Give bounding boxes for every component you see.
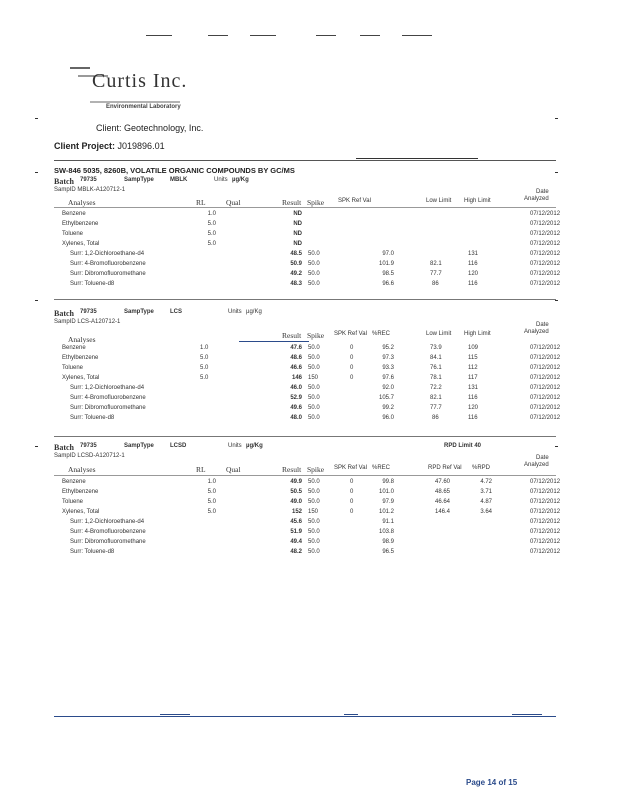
rpd-limit: RPD Limit 40 <box>444 443 482 449</box>
cell-spike: 50.0 <box>308 365 320 371</box>
cell-result: 48.2 <box>290 549 302 555</box>
cell-analyte: Surr: Dibromofluoromethane <box>70 539 146 545</box>
col-spike: Spike <box>307 198 325 207</box>
cell-result: ND <box>293 211 302 217</box>
page-number: Page 14 of 15 <box>466 778 518 787</box>
col-rec: %REC <box>372 465 391 471</box>
client-label: Client: <box>96 123 122 133</box>
col-analyses: Analyses <box>68 335 96 344</box>
cell-rec: 96.6 <box>382 281 394 287</box>
cell-result: 45.6 <box>290 519 302 525</box>
units-value: µg/Kg <box>232 177 249 183</box>
cell-analyte: Xylenes, Total <box>62 375 100 381</box>
cell-rec: 101.9 <box>378 261 394 267</box>
col-date: Date <box>536 189 549 195</box>
cell-result: 46.6 <box>290 365 302 371</box>
cell-rpd: 4.87 <box>480 499 492 505</box>
cell-date: 07/12/2012 <box>530 479 561 485</box>
margin-tick <box>35 300 38 301</box>
footer-divider <box>54 716 556 717</box>
logo-text: Curtis Inc. <box>92 70 188 92</box>
cell-low: 82.1 <box>430 261 442 267</box>
cell-rec: 101.0 <box>378 489 394 495</box>
table-row <box>54 261 561 271</box>
cell-date: 07/12/2012 <box>530 489 561 495</box>
cell-analyte: Xylenes, Total <box>62 241 100 247</box>
table-row <box>54 355 561 365</box>
cell-rec: 97.9 <box>382 499 394 505</box>
col-analyzed: Analyzed <box>524 462 549 468</box>
cell-spike: 150 <box>308 375 319 381</box>
cell-rec: 99.2 <box>382 405 394 411</box>
cell-date: 07/12/2012 <box>530 385 561 391</box>
margin-tick <box>555 118 558 119</box>
col-qual: Qual <box>226 198 241 207</box>
cell-analyte: Ethylbenzene <box>62 355 99 361</box>
cell-high: 120 <box>468 271 479 277</box>
cell-rl: 5.0 <box>207 499 216 505</box>
cell-rec: 98.5 <box>382 271 394 277</box>
scan-dash <box>250 35 276 36</box>
table-row <box>54 519 561 529</box>
cell-rec: 97.6 <box>382 375 394 381</box>
cell-rec: 97.0 <box>382 251 394 257</box>
cell-high: 116 <box>468 261 478 267</box>
cell-date: 07/12/2012 <box>530 211 561 217</box>
cell-date: 07/12/2012 <box>530 549 561 555</box>
cell-low: 72.2 <box>430 385 442 391</box>
units-value: µg/Kg <box>246 443 263 449</box>
cell-result: 48.5 <box>290 251 302 257</box>
col-analyses: Analyses <box>68 465 96 474</box>
batch-header <box>54 309 556 319</box>
cell-rec: 92.0 <box>382 385 394 391</box>
cell-rl: 5.0 <box>207 509 216 515</box>
cell-rec: 101.2 <box>378 509 394 515</box>
client-line <box>96 123 203 133</box>
table-row <box>54 395 561 405</box>
cell-rpdref: 146.4 <box>434 509 450 515</box>
cell-spike: 50.0 <box>308 479 320 485</box>
header-divider <box>54 475 556 476</box>
cell-date: 07/12/2012 <box>530 231 561 237</box>
cell-result: 146 <box>291 375 302 381</box>
cell-rpdref: 48.65 <box>434 489 450 495</box>
scan-dash <box>208 35 228 36</box>
cell-spike: 50.0 <box>308 281 320 287</box>
col-spike: Spike <box>307 465 325 474</box>
col-spike: Spike <box>307 331 325 340</box>
cell-result: 51.9 <box>290 529 302 535</box>
col-spk-ref: SPK Ref Val <box>338 198 371 204</box>
cell-spkref: 0 <box>350 345 354 351</box>
cell-spkref: 0 <box>350 509 354 515</box>
cell-low: 73.9 <box>430 345 442 351</box>
margin-tick <box>555 172 558 173</box>
cell-spike: 150 <box>308 509 319 515</box>
table-row <box>54 489 561 499</box>
batch-divider <box>54 299 556 300</box>
cell-rl: 5.0 <box>207 221 216 227</box>
cell-rec: 99.8 <box>382 479 394 485</box>
cell-analyte: Benzene <box>62 345 86 351</box>
batch-section-lcs <box>54 309 561 434</box>
cell-result: 50.5 <box>290 489 302 495</box>
column-headers <box>54 453 556 473</box>
cell-analyte: Benzene <box>62 211 86 217</box>
cell-spkref: 0 <box>350 375 354 381</box>
table-row <box>54 211 561 221</box>
cell-result: 49.4 <box>290 539 302 545</box>
table-row <box>54 415 561 425</box>
cell-date: 07/12/2012 <box>530 271 561 277</box>
cell-rec: 93.3 <box>382 365 394 371</box>
batch-number: 79735 <box>80 177 97 183</box>
cell-result: 47.6 <box>290 345 302 351</box>
table-row <box>54 529 561 539</box>
table-row <box>54 509 561 519</box>
margin-tick <box>35 118 38 119</box>
col-qual: Qual <box>226 465 241 474</box>
cell-date: 07/12/2012 <box>530 375 561 381</box>
cell-low: 77.7 <box>430 405 442 411</box>
cell-rl: 5.0 <box>207 231 216 237</box>
cell-rl: 5.0 <box>207 489 216 495</box>
sampid-label: SampID <box>54 453 76 459</box>
batch-divider <box>54 436 556 437</box>
cell-high: 116 <box>468 395 478 401</box>
batch-header <box>54 443 556 453</box>
table-row <box>54 281 561 291</box>
col-rec: %REC <box>372 331 391 337</box>
col-low: Low Limit <box>426 198 452 204</box>
cell-rec: 96.5 <box>382 549 394 555</box>
col-low: Low Limit <box>426 331 452 337</box>
col-rl: RL <box>196 465 206 474</box>
samptype-label: SampType <box>124 309 154 315</box>
table-row <box>54 539 561 549</box>
col-result: Result <box>282 331 302 340</box>
cell-date: 07/12/2012 <box>530 539 561 545</box>
project-line <box>54 141 165 151</box>
cell-result: 49.9 <box>290 479 302 485</box>
footer-mark <box>160 714 190 715</box>
cell-analyte: Xylenes, Total <box>62 509 100 515</box>
scan-dash <box>360 35 380 36</box>
col-result: Result <box>282 198 302 207</box>
cell-date: 07/12/2012 <box>530 355 561 361</box>
cell-date: 07/12/2012 <box>530 261 561 267</box>
cell-rec: 91.1 <box>382 519 394 525</box>
cell-spike: 50.0 <box>308 345 320 351</box>
cell-result: ND <box>293 231 302 237</box>
cell-spike: 50.0 <box>308 385 320 391</box>
cell-analyte: Surr: 1,2-Dichloroethane-d4 <box>70 251 145 257</box>
col-date: Date <box>536 455 549 461</box>
divider <box>54 160 556 161</box>
client-name: Geotechnology, Inc. <box>124 123 204 133</box>
cell-result: ND <box>293 241 302 247</box>
cell-analyte: Toluene <box>62 499 84 505</box>
table-row <box>54 271 561 281</box>
cell-analyte: Surr: 4-Bromofluorobenzene <box>70 529 146 535</box>
cell-analyte: Ethylbenzene <box>62 489 99 495</box>
cell-date: 07/12/2012 <box>530 365 561 371</box>
sampid-value: MBLK-A120712-1 <box>77 187 126 193</box>
cell-low: 78.1 <box>430 375 442 381</box>
cell-analyte: Surr: Toluene-d8 <box>70 281 115 287</box>
cell-low: 77.7 <box>430 271 442 277</box>
cell-rec: 105.7 <box>378 395 394 401</box>
cell-analyte: Toluene <box>62 365 84 371</box>
cell-date: 07/12/2012 <box>530 499 561 505</box>
cell-high: 109 <box>468 345 479 351</box>
margin-tick <box>35 446 38 447</box>
cell-analyte: Benzene <box>62 479 86 485</box>
cell-result: 50.9 <box>290 261 302 267</box>
batch-section-mblk <box>54 177 561 297</box>
cell-result: 46.0 <box>290 385 302 391</box>
cell-date: 07/12/2012 <box>530 221 561 227</box>
cell-spkref: 0 <box>350 365 354 371</box>
project-number: J019896.01 <box>117 141 165 151</box>
cell-spike: 50.0 <box>308 261 320 267</box>
cell-rpd: 3.71 <box>480 489 492 495</box>
col-result: Result <box>282 465 302 474</box>
cell-rl: 5.0 <box>207 241 216 247</box>
sampid-label: SampID <box>54 319 76 325</box>
cell-rec: 103.8 <box>378 529 394 535</box>
col-rpd-ref: RPD Ref Val <box>428 465 462 471</box>
table-row <box>54 405 561 415</box>
cell-result: 152 <box>291 509 302 515</box>
column-headers <box>54 187 556 207</box>
cell-date: 07/12/2012 <box>530 281 561 287</box>
cell-analyte: Surr: Toluene-d8 <box>70 415 115 421</box>
cell-rl: 5.0 <box>200 375 209 381</box>
cell-rpdref: 47.60 <box>434 479 450 485</box>
table-row <box>54 499 561 509</box>
cell-result: 52.9 <box>290 395 302 401</box>
col-analyzed: Analyzed <box>524 196 549 202</box>
col-analyzed: Analyzed <box>524 329 549 335</box>
cell-date: 07/12/2012 <box>530 405 561 411</box>
cell-spike: 50.0 <box>308 415 320 421</box>
cell-high: 117 <box>468 375 478 381</box>
scan-dash <box>402 35 432 36</box>
cell-result: 48.6 <box>290 355 302 361</box>
cell-low: 76.1 <box>430 365 442 371</box>
cell-rec: 97.3 <box>382 355 394 361</box>
lab-name: Environmental Laboratory <box>106 104 181 110</box>
cell-analyte: Surr: 1,2-Dichloroethane-d4 <box>70 385 145 391</box>
table-row <box>54 549 561 559</box>
batch-number: 79735 <box>80 309 97 315</box>
cell-result: 49.0 <box>290 499 302 505</box>
cell-low: 86 <box>432 415 439 421</box>
cell-spike: 50.0 <box>308 499 320 505</box>
cell-spike: 50.0 <box>308 271 320 277</box>
cell-high: 115 <box>468 355 478 361</box>
cell-spkref: 0 <box>350 499 354 505</box>
cell-spike: 50.0 <box>308 251 320 257</box>
col-analyses: Analyses <box>68 198 96 207</box>
cell-analyte: Surr: Toluene-d8 <box>70 549 115 555</box>
cell-rec: 98.9 <box>382 539 394 545</box>
header-divider <box>239 341 309 342</box>
batch-label: Batch <box>54 443 74 452</box>
col-high: High Limit <box>464 331 491 337</box>
cell-rpdref: 46.64 <box>434 499 450 505</box>
cell-low: 84.1 <box>430 355 442 361</box>
batch-number: 79735 <box>80 443 97 449</box>
cell-rec: 95.2 <box>382 345 394 351</box>
units-label: Units <box>228 309 242 315</box>
cell-date: 07/12/2012 <box>530 241 561 247</box>
table-row <box>54 231 561 241</box>
cell-analyte: Surr: 4-Bromofluorobenzene <box>70 395 146 401</box>
cell-spkref: 0 <box>350 355 354 361</box>
column-headers <box>54 319 556 344</box>
cell-low: 86 <box>432 281 439 287</box>
margin-tick <box>555 300 558 301</box>
cell-rl: 5.0 <box>200 365 209 371</box>
cell-spike: 50.0 <box>308 519 320 525</box>
cell-result: 49.2 <box>290 271 302 277</box>
samptype-label: SampType <box>124 443 154 449</box>
cell-result: 49.6 <box>290 405 302 411</box>
cell-spike: 50.0 <box>308 529 320 535</box>
batch-header <box>54 177 556 187</box>
scan-dash <box>146 35 172 36</box>
col-rpd: %RPD <box>472 465 491 471</box>
batch-label: Batch <box>54 177 74 186</box>
project-label: Client Project: <box>54 141 116 151</box>
sampid-label: SampID <box>54 187 76 193</box>
cell-analyte: Surr: 1,2-Dichloroethane-d4 <box>70 519 145 525</box>
samptype-value: MBLK <box>170 177 188 183</box>
units-label: Units <box>228 443 242 449</box>
cell-spike: 50.0 <box>308 395 320 401</box>
cell-spkref: 0 <box>350 479 354 485</box>
cell-analyte: Toluene <box>62 231 84 237</box>
scan-dash <box>316 35 336 36</box>
batch-label: Batch <box>54 309 74 318</box>
cell-date: 07/12/2012 <box>530 519 561 525</box>
col-spk-ref: SPK Ref Val <box>334 331 367 337</box>
cell-date: 07/12/2012 <box>530 415 561 421</box>
cell-date: 07/12/2012 <box>530 529 561 535</box>
cell-analyte: Surr: Dibromofluoromethane <box>70 271 146 277</box>
cell-analyte: Surr: 4-Bromofluorobenzene <box>70 261 146 267</box>
cell-rl: 1.0 <box>207 211 216 217</box>
cell-high: 112 <box>468 365 478 371</box>
cell-high: 116 <box>468 415 478 421</box>
table-row <box>54 365 561 375</box>
col-spk-ref: SPK Ref Val <box>334 465 367 471</box>
cell-date: 07/12/2012 <box>530 509 561 515</box>
table-row <box>54 345 561 355</box>
divider <box>356 158 478 159</box>
cell-result: 48.3 <box>290 281 302 287</box>
cell-rpd: 3.64 <box>480 509 492 515</box>
sampid-value: LCSD-A120712-1 <box>77 453 125 459</box>
cell-spike: 50.0 <box>308 355 320 361</box>
col-high: High Limit <box>464 198 491 204</box>
cell-high: 116 <box>468 281 478 287</box>
samptype-value: LCS <box>170 309 182 315</box>
table-row <box>54 251 561 261</box>
cell-high: 120 <box>468 405 479 411</box>
cell-spike: 50.0 <box>308 489 320 495</box>
cell-low: 82.1 <box>430 395 442 401</box>
samptype-label: SampType <box>124 177 154 183</box>
cell-spike: 50.0 <box>308 405 320 411</box>
table-row <box>54 479 561 489</box>
header-divider <box>54 207 556 208</box>
samptype-value: LCSD <box>170 443 187 449</box>
col-rl: RL <box>196 198 206 207</box>
cell-date: 07/12/2012 <box>530 345 561 351</box>
cell-high: 131 <box>468 385 479 391</box>
units-label: Units <box>214 177 228 183</box>
method-title: SW-846 5035, 8260B, VOLATILE ORGANIC COMPOUNDS BY GC/MS <box>54 166 295 175</box>
batch-section-lcsd <box>54 443 561 573</box>
footer-mark <box>344 714 358 715</box>
cell-high: 131 <box>468 251 479 257</box>
cell-analyte: Surr: Dibromofluoromethane <box>70 405 146 411</box>
cell-analyte: Ethylbenzene <box>62 221 99 227</box>
cell-rl: 5.0 <box>200 355 209 361</box>
cell-spike: 50.0 <box>308 549 320 555</box>
cell-spike: 50.0 <box>308 539 320 545</box>
cell-rl: 1.0 <box>200 345 209 351</box>
cell-rec: 96.0 <box>382 415 394 421</box>
cell-result: 48.0 <box>290 415 302 421</box>
cell-rl: 1.0 <box>207 479 216 485</box>
sampid-value: LCS-A120712-1 <box>77 319 121 325</box>
cell-rpd: 4.72 <box>480 479 492 485</box>
units-value: µg/Kg <box>246 309 262 315</box>
table-row <box>54 375 561 385</box>
table-row <box>54 241 561 251</box>
cell-date: 07/12/2012 <box>530 251 561 257</box>
col-date: Date <box>536 322 549 328</box>
margin-tick <box>35 172 38 173</box>
cell-result: ND <box>293 221 302 227</box>
cell-date: 07/12/2012 <box>530 395 561 401</box>
footer-mark <box>512 714 542 715</box>
cell-spkref: 0 <box>350 489 354 495</box>
table-row <box>54 221 561 231</box>
table-row <box>54 385 561 395</box>
